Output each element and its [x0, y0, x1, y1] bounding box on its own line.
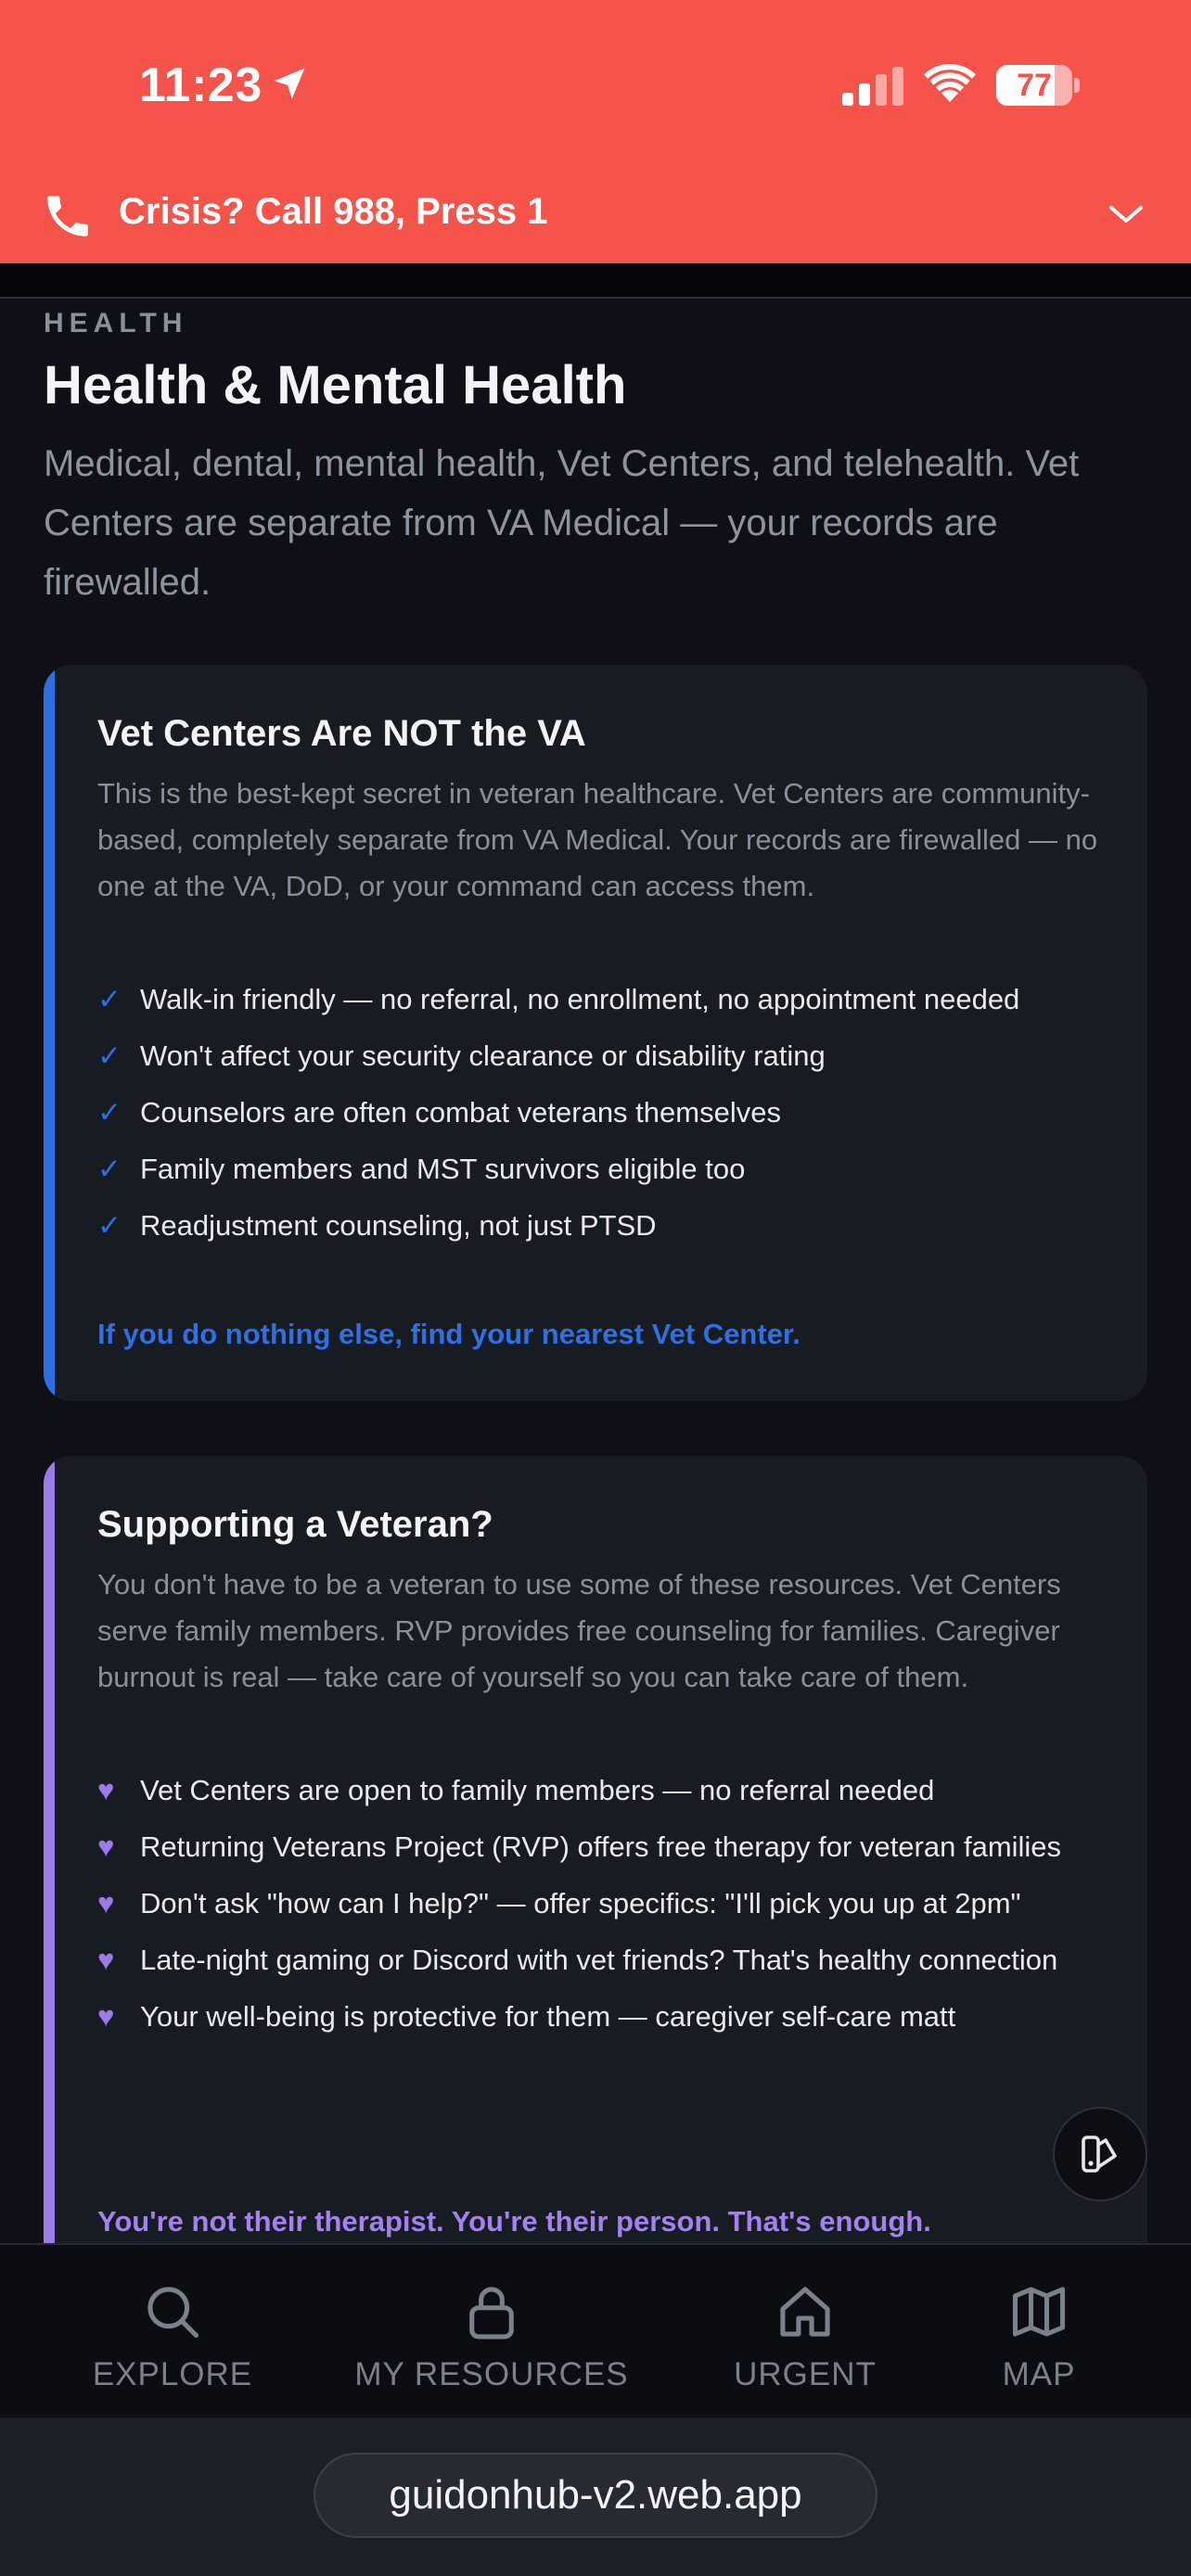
status-time: 11:23 [139, 58, 263, 112]
card-accent-bar [44, 1456, 55, 2290]
card-body: This is the best-kept secret in veteran healthcare. Vet Centers are community-based, completely separate from VA Medical. Your records are firewalled — no one at the VA, DoD, or your command can access them. [97, 777, 1098, 902]
heart-icon: ♥ [97, 1887, 115, 1919]
header-divider [0, 263, 1191, 299]
list-item-text: Won't affect your security clearance or disability rating [140, 1039, 826, 1072]
list-item-text: Returning Veterans Project (RVP) offers free therapy for veteran families [140, 1830, 1062, 1863]
tab-label: MY RESOURCES [354, 2356, 629, 2392]
battery-indicator [996, 65, 1080, 106]
crisis-header [0, 0, 1191, 263]
palette-icon [1078, 2132, 1122, 2176]
list-item-text: Readjustment counseling, not just PTSD [140, 1209, 657, 1242]
list-item-text: Family members and MST survivors eligible too [140, 1153, 746, 1185]
tab-label: MAP [1002, 2356, 1076, 2392]
find-vet-center-link[interactable]: If you do nothing else, find your nearest Vet Center. [97, 1318, 800, 1350]
check-icon: ✓ [97, 1096, 122, 1129]
lock-icon [460, 2280, 523, 2343]
list-item [97, 976, 1127, 1022]
list-item [97, 1994, 1127, 2039]
list-item-text: Don't ask "how can I help?" — offer specifics: "I'll pick you up at 2pm" [140, 1887, 1021, 1919]
list-item [97, 1090, 1127, 1135]
url-field[interactable]: guidonhub-v2.web.app [314, 2453, 877, 2538]
search-icon [141, 2280, 204, 2343]
tab-label: EXPLORE [92, 2356, 253, 2392]
battery-cap [1074, 78, 1080, 93]
check-icon: ✓ [97, 1153, 122, 1185]
card-title: Supporting a Veteran? [97, 1504, 493, 1545]
list-item [97, 1146, 1127, 1192]
card-heart-list [97, 1767, 1127, 2050]
theme-toggle-button[interactable] [1053, 2107, 1147, 2201]
check-icon: ✓ [97, 983, 122, 1015]
section-eyebrow: HEALTH [44, 308, 188, 338]
heart-icon: ♥ [97, 2000, 115, 2033]
browser-address-bar [0, 2417, 1191, 2576]
phone-icon [41, 189, 95, 243]
page-description: Medical, dental, mental health, Vet Centers, and telehealth. Vet Centers are separate from VA Medical — your records are firewalled. [44, 443, 1080, 603]
page-title: Health & Mental Health [44, 355, 627, 415]
cellular-signal-icon [842, 67, 903, 106]
list-item-text: Your well-being is protective for them — caregiver self-care matt [140, 2000, 956, 2033]
list-item-text: Late-night gaming or Discord with vet friends? That's healthy connection [140, 1944, 1058, 1976]
vet-centers-card [44, 665, 1147, 1401]
home-icon [774, 2280, 837, 2343]
card-body: You don't have to be a veteran to use some of these resources. Vet Centers serve family members. RVP provides free counseling for families. Caregiver burnout is real — take care of yourself so you can take care of them. [97, 1568, 1061, 1693]
card-closing-note: You're not their therapist. You're their person. That's enough. [97, 2205, 931, 2238]
wifi-icon [924, 63, 976, 104]
heart-icon: ♥ [97, 1830, 115, 1863]
tab-label: URGENT [734, 2356, 877, 2392]
card-title: Vet Centers Are NOT the VA [97, 713, 586, 754]
list-item-text: Counselors are often combat veterans themselves [140, 1096, 781, 1129]
list-item-text: Walk-in friendly — no referral, no enrollment, no appointment needed [140, 983, 1020, 1015]
tab-explore[interactable] [33, 2245, 312, 2419]
list-item [97, 1767, 1127, 1813]
list-item [97, 1203, 1127, 1248]
chevron-down-icon[interactable] [1106, 200, 1146, 228]
battery-icon [996, 65, 1072, 106]
tab-my-resources[interactable] [352, 2245, 631, 2419]
location-arrow-icon [269, 63, 310, 104]
crisis-banner-text: Crisis? Call 988, Press 1 [119, 191, 548, 232]
supporting-veteran-card [44, 1456, 1147, 2290]
list-item [97, 1937, 1127, 1983]
list-item [97, 1033, 1127, 1078]
crisis-banner[interactable] [0, 182, 1191, 252]
check-icon: ✓ [97, 1209, 122, 1242]
heart-icon: ♥ [97, 1944, 115, 1976]
card-checklist [97, 976, 1127, 1259]
bottom-tab-bar [0, 2243, 1191, 2417]
tab-map[interactable] [900, 2245, 1178, 2419]
card-accent-bar [44, 665, 55, 1401]
heart-icon: ♥ [97, 1774, 115, 1806]
check-icon: ✓ [97, 1039, 122, 1072]
list-item [97, 1824, 1127, 1869]
battery-level-text: 77 [1017, 68, 1052, 103]
list-item-text: Vet Centers are open to family members — no referral needed [140, 1774, 935, 1806]
map-icon [1007, 2280, 1070, 2343]
list-item [97, 1881, 1127, 1926]
